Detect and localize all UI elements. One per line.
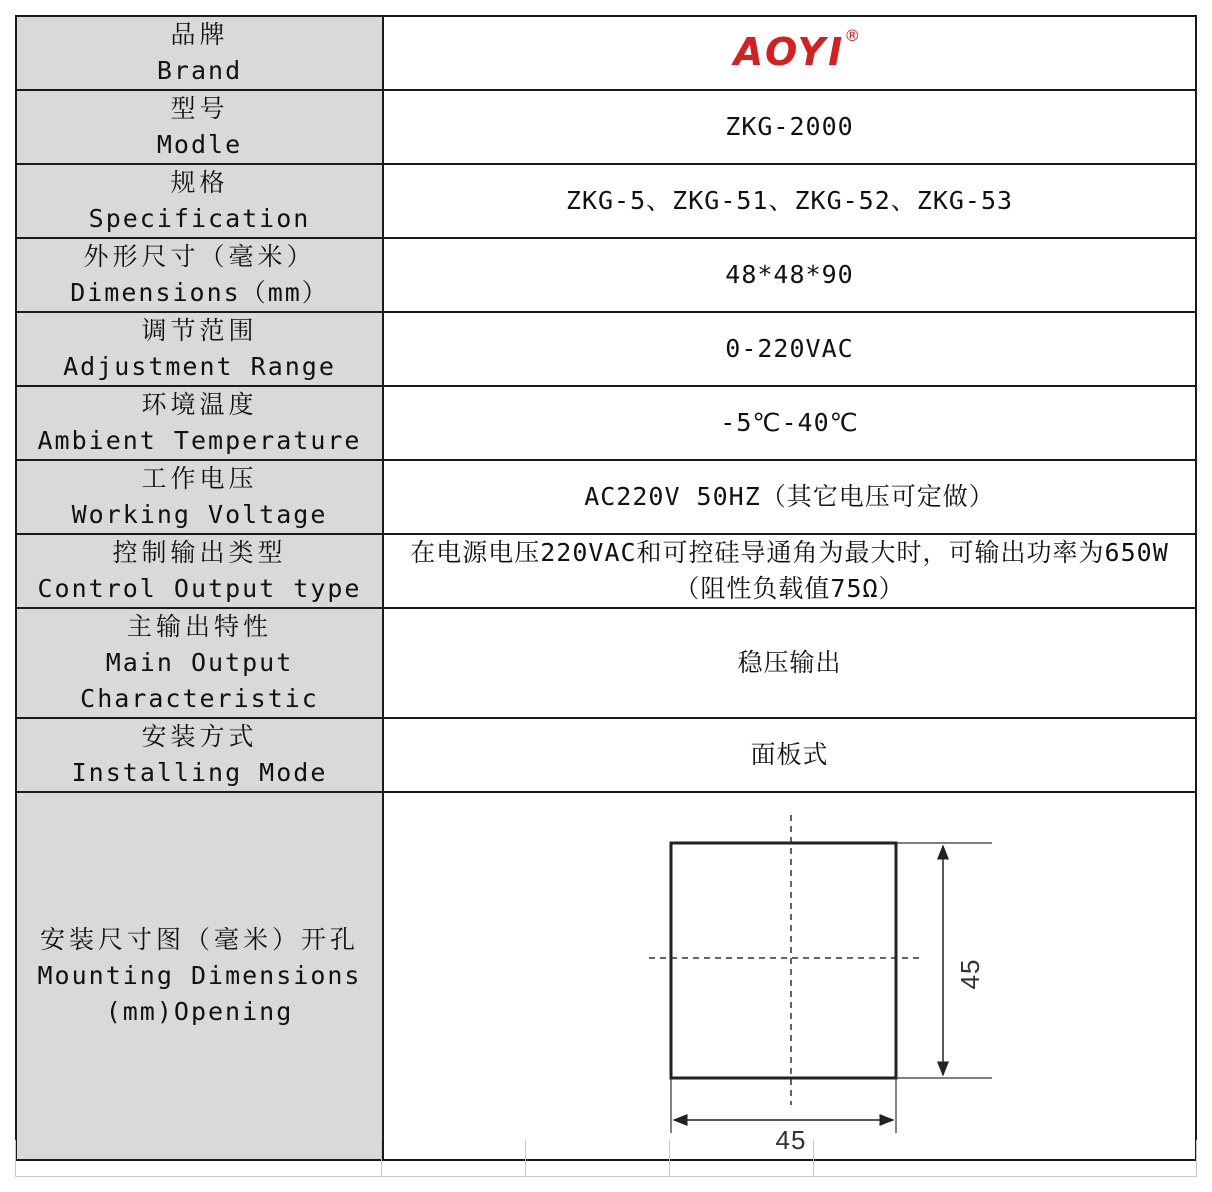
- spec-table: [15, 15, 1197, 1161]
- brand-logo-text: AOYI: [733, 29, 846, 74]
- label-cell: [16, 90, 383, 164]
- label-cell: [16, 608, 383, 718]
- label-cell: [16, 16, 383, 90]
- label-zh: 安装方式: [141, 722, 258, 751]
- label-en: Characteristic: [80, 684, 319, 713]
- registered-mark: ®: [844, 25, 864, 45]
- label-zh: 安装尺寸图（毫米）开孔: [39, 925, 359, 954]
- value-cell: 稳压输出: [383, 608, 1196, 718]
- label-zh: 型号: [170, 94, 229, 123]
- label-en: Control Output type: [37, 574, 362, 603]
- grid-line: [669, 1140, 670, 1176]
- label-en: Ambient Temperature: [37, 426, 362, 455]
- table-row-model: [16, 90, 1196, 164]
- label-cell: [16, 238, 383, 312]
- value-cell: ZKG-2000: [383, 90, 1196, 164]
- label-zh: 环境温度: [141, 390, 258, 419]
- table-row-main-output: [16, 608, 1196, 718]
- table-row-ambient-temperature: [16, 386, 1196, 460]
- grid-line: [813, 1140, 814, 1176]
- table-row-specification: [16, 164, 1196, 238]
- value-cell: 面板式: [383, 718, 1196, 792]
- table-row-brand: [16, 16, 1196, 90]
- mounting-diagram-cell: [383, 792, 1196, 1160]
- label-en: Modle: [156, 130, 243, 159]
- table-row-installing-mode: [16, 718, 1196, 792]
- mounting-diagram: [384, 793, 1195, 1159]
- label-en: Working Voltage: [71, 500, 328, 529]
- cutout-drawing: [384, 793, 1197, 1159]
- label-en: Adjustment Range: [63, 352, 336, 381]
- label-zh: 主输出特性: [126, 612, 272, 641]
- value-cell: -5℃-40℃: [383, 386, 1196, 460]
- label-en: Mounting Dimensions: [37, 961, 362, 990]
- grid-line: [15, 1140, 16, 1176]
- value-cell: AC220V 50HZ（其它电压可定做）: [383, 460, 1196, 534]
- label-cell: [16, 312, 383, 386]
- table-row-dimensions: [16, 238, 1196, 312]
- label-cell: [16, 386, 383, 460]
- cutout-rectangle: [671, 843, 896, 1078]
- table-row-control-output: [16, 534, 1196, 608]
- label-cell: [16, 460, 383, 534]
- value-cell: 0-220VAC: [383, 312, 1196, 386]
- label-en: Brand: [156, 56, 243, 85]
- label-cell: [16, 534, 383, 608]
- table-row-adjustment-range: [16, 312, 1196, 386]
- label-cell: [16, 792, 383, 1160]
- label-en: Dimensions（mm）: [70, 278, 329, 307]
- value-cell: 在电源电压220VAC和可控硅导通角为最大时，可输出功率为650W（阻性负载值75Ω）: [383, 534, 1196, 608]
- label-en: Installing Mode: [71, 758, 328, 787]
- grid-line: [525, 1140, 526, 1176]
- label-zh: 品牌: [170, 20, 229, 49]
- label-zh: 规格: [170, 168, 229, 197]
- brand-logo-cell: [383, 16, 1196, 90]
- table-row-working-voltage: [16, 460, 1196, 534]
- label-en: Specification: [88, 204, 311, 233]
- label-cell: [16, 164, 383, 238]
- label-zh: 外形尺寸（毫米）: [83, 242, 316, 271]
- value-cell: ZKG-5、ZKG-51、ZKG-52、ZKG-53: [383, 164, 1196, 238]
- spreadsheet-grid-row: [15, 1140, 1197, 1177]
- label-zh: 控制输出类型: [112, 538, 287, 567]
- label-zh: 调节范围: [141, 316, 258, 345]
- value-cell: 48*48*90: [383, 238, 1196, 312]
- label-en: Main Output: [105, 648, 294, 677]
- grid-line: [381, 1140, 382, 1176]
- label-en: (mm)Opening: [105, 997, 294, 1026]
- label-zh: 工作电压: [141, 464, 258, 493]
- label-cell: [16, 718, 383, 792]
- grid-line: [1196, 1140, 1197, 1176]
- table-row-mounting-dimensions: [16, 792, 1196, 1160]
- width-dimension-label: 45: [775, 1125, 807, 1155]
- height-dimension-label: 45: [955, 958, 985, 990]
- brand-logo: [733, 25, 864, 74]
